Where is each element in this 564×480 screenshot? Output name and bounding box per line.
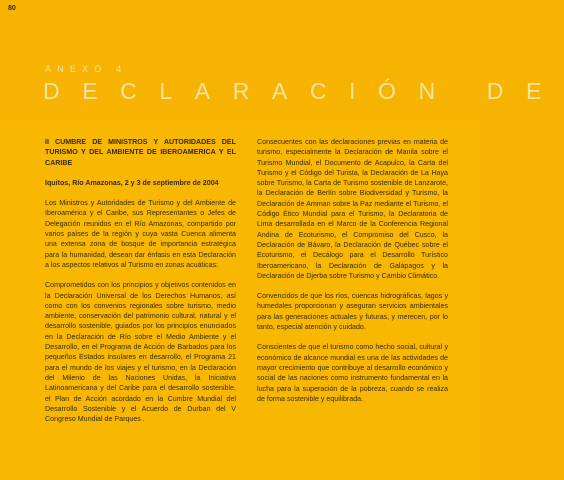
right-column (257, 137, 448, 414)
paragraph: Comprometidos con los principios y objetivos contenidos en la Declaración Universal de los Derechos Humanos, así como con los convenios regionales sobre turismo, medio ambiente, conservación del patrimonio cultural, natural y el desarrollo sostenible, guiados por los principios enunciados en la Declaración de Río sobre el Medio Ambiente y el Desarrollo, en el Programa de Acción de Barbados para los pequeños Estados insulares en desarrollo, el Programa 21 para el mundo de los viajes y el turismo, en la Declaración del Milenio de las Naciones Unidas, la Iniciativa Latinoamericana y del Caribe para el desarrollo sostenible, el Plan de Acción acordado en la Cumbre Mundial del Desarrollo Sostenible y el Acuerdo de Durban del V Congreso Mundial de Parques . (45, 281, 236, 424)
page-number: 80 (8, 5, 16, 12)
document-heading: II CUMBRE DE MINISTROS Y AUTORIDADES DEL TURISMO Y DEL AMBIENTE DE IBEROAMERICA Y EL CARIBE (45, 138, 236, 167)
left-column (45, 137, 236, 434)
page-title: DECLARACIÓN DE (43, 78, 564, 104)
paragraph: Convencidos de que los ríos, cuencas hidrográficas, lagos y humedales proporcionan y aseguran servicios ambientales para las generaciones actuales y futuras, y merecen, por lo tanto, especial atención y cuidado. (257, 292, 448, 332)
paragraph: Conscientes de que el turismo como hecho social, cultural y económico de alcance mundial es una de las actividades de mayor crecimiento que contribuye al desarrollo económico y social de las naciones como instrumento fundamental en la lucha para la superación de la pobreza, cuando se realiza de forma sostenible y equilibrada. (257, 343, 448, 403)
paragraph: Consecuentes con las declaraciones previas en materia de turismo, especialmente la Declaración de Manila sobre el Turismo Mundial, el Documento de Acapulco, la Carta del Turismo y el Código del Turista, la Declaración de La Haya sobre Turismo, la Carta de Turismo sostenible de Lanzarote, la Declaración de Berlín sobre Biodiversidad y Turismo, la Declaración de Amman sobre la Paz mediante el Turismo, el Código Ético Mundial para el Turismo, la Declaratoria de Lima desarrollada en el Marco de la Conferencia Regional Andina de Ecoturismo, el Compromiso del Cusco, la Declaración de Bávaro, la Declaración de Québec sobre el Ecoturismo, el Decálogo para el Desarrollo Turístico Iberoamericano, la Declaración de Galápagos y la Declaración de Djerba sobre Turismo y Cambio Climático. (257, 138, 448, 280)
place-date: Iquitos, Río Amazonas, 2 y 3 de septiembre de 2004 (45, 178, 219, 187)
annex-label: ANEXO 4 (45, 64, 128, 74)
paragraph: Los Ministros y Autoridades de Turismo y del Ambiente de Iberoamérica y el Caribe, sus Representantes o Jefes de Delegación reunidos en el Río Amazonas, compartido por varios países de la región y cuya vasta Cuenca alimenta una extensa zona de bosque de importancia estratégica para la humanidad, desean dar énfasis en esta Declaración a los aspectos relativos al Turismo en zonas acuáticas: (45, 199, 236, 269)
